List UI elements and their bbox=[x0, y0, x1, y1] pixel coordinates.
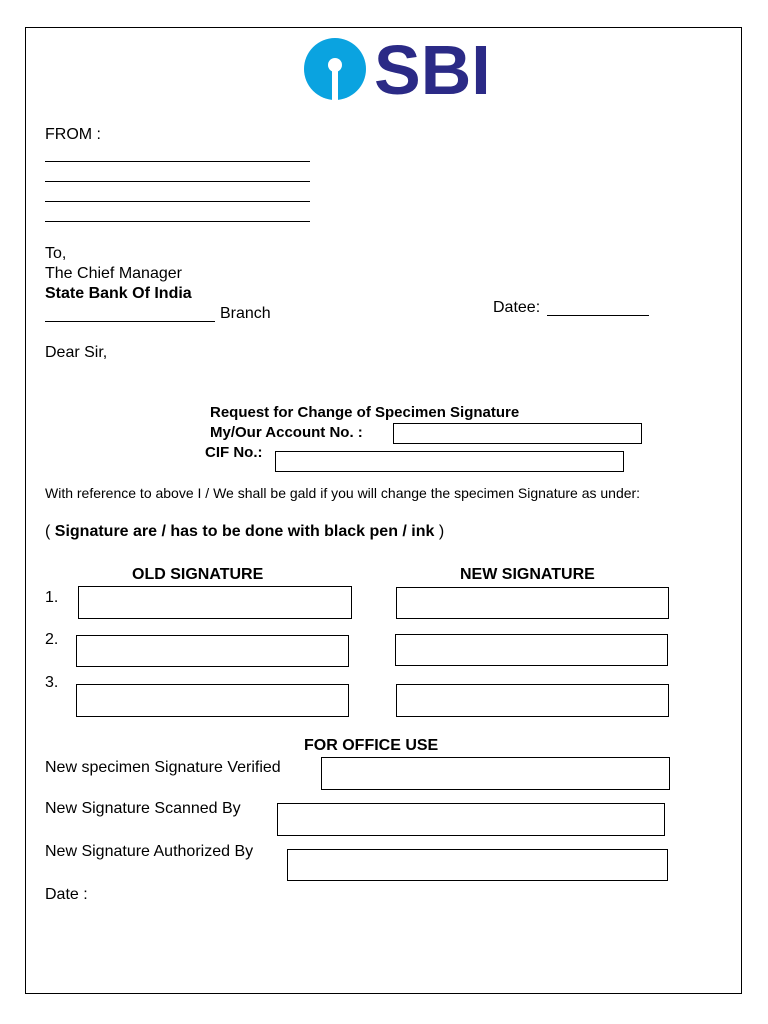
cif-number-label: CIF No.: bbox=[205, 444, 263, 461]
office-use-title: FOR OFFICE USE bbox=[304, 737, 439, 754]
account-number-field[interactable] bbox=[393, 423, 642, 444]
old-signature-header: OLD SIGNATURE bbox=[132, 566, 264, 583]
signature-verified-label: New specimen Signature Verified bbox=[45, 759, 281, 776]
branch-name-line[interactable] bbox=[45, 321, 215, 322]
from-label: FROM : bbox=[45, 126, 101, 143]
reference-text: With reference to above I / We shall be gald if you will change the specimen Signature as under: bbox=[45, 485, 641, 501]
row-number-2: 2. bbox=[45, 631, 59, 648]
branch-label: Branch bbox=[220, 305, 271, 322]
date-line[interactable] bbox=[547, 315, 649, 316]
ink-note: ( Signature are / has to be done with black pen / ink ) bbox=[45, 523, 445, 540]
signature-scanned-field[interactable] bbox=[277, 803, 665, 836]
from-address-line-4[interactable] bbox=[45, 221, 310, 222]
cif-number-field[interactable] bbox=[275, 451, 624, 472]
to-label: To, bbox=[45, 245, 67, 262]
recipient-bank: State Bank Of India bbox=[45, 285, 192, 302]
bank-logo-text: SBI bbox=[374, 31, 491, 109]
subject-title: Request for Change of Specimen Signature bbox=[210, 404, 520, 421]
recipient-designation: The Chief Manager bbox=[45, 265, 182, 282]
salutation: Dear Sir, bbox=[45, 344, 108, 361]
new-signature-box-1[interactable] bbox=[396, 587, 669, 619]
new-signature-header: NEW SIGNATURE bbox=[460, 566, 595, 583]
row-number-1: 1. bbox=[45, 589, 59, 606]
account-number-label: My/Our Account No. : bbox=[210, 424, 363, 441]
signature-verified-field[interactable] bbox=[321, 757, 670, 790]
old-signature-box-2[interactable] bbox=[76, 635, 349, 667]
signature-authorized-field[interactable] bbox=[287, 849, 668, 881]
new-signature-box-3[interactable] bbox=[396, 684, 669, 717]
row-number-3: 3. bbox=[45, 674, 59, 691]
from-address-line-1[interactable] bbox=[45, 161, 310, 162]
from-address-line-3[interactable] bbox=[45, 201, 310, 202]
old-signature-box-1[interactable] bbox=[78, 586, 352, 619]
office-date-label: Date : bbox=[45, 886, 88, 903]
signature-authorized-label: New Signature Authorized By bbox=[45, 843, 254, 860]
date-label: Datee: bbox=[493, 299, 541, 316]
old-signature-box-3[interactable] bbox=[76, 684, 349, 717]
sbi-keyhole-logo-icon bbox=[304, 38, 366, 100]
new-signature-box-2[interactable] bbox=[395, 634, 668, 666]
signature-scanned-label: New Signature Scanned By bbox=[45, 800, 241, 817]
from-address-line-2[interactable] bbox=[45, 181, 310, 182]
